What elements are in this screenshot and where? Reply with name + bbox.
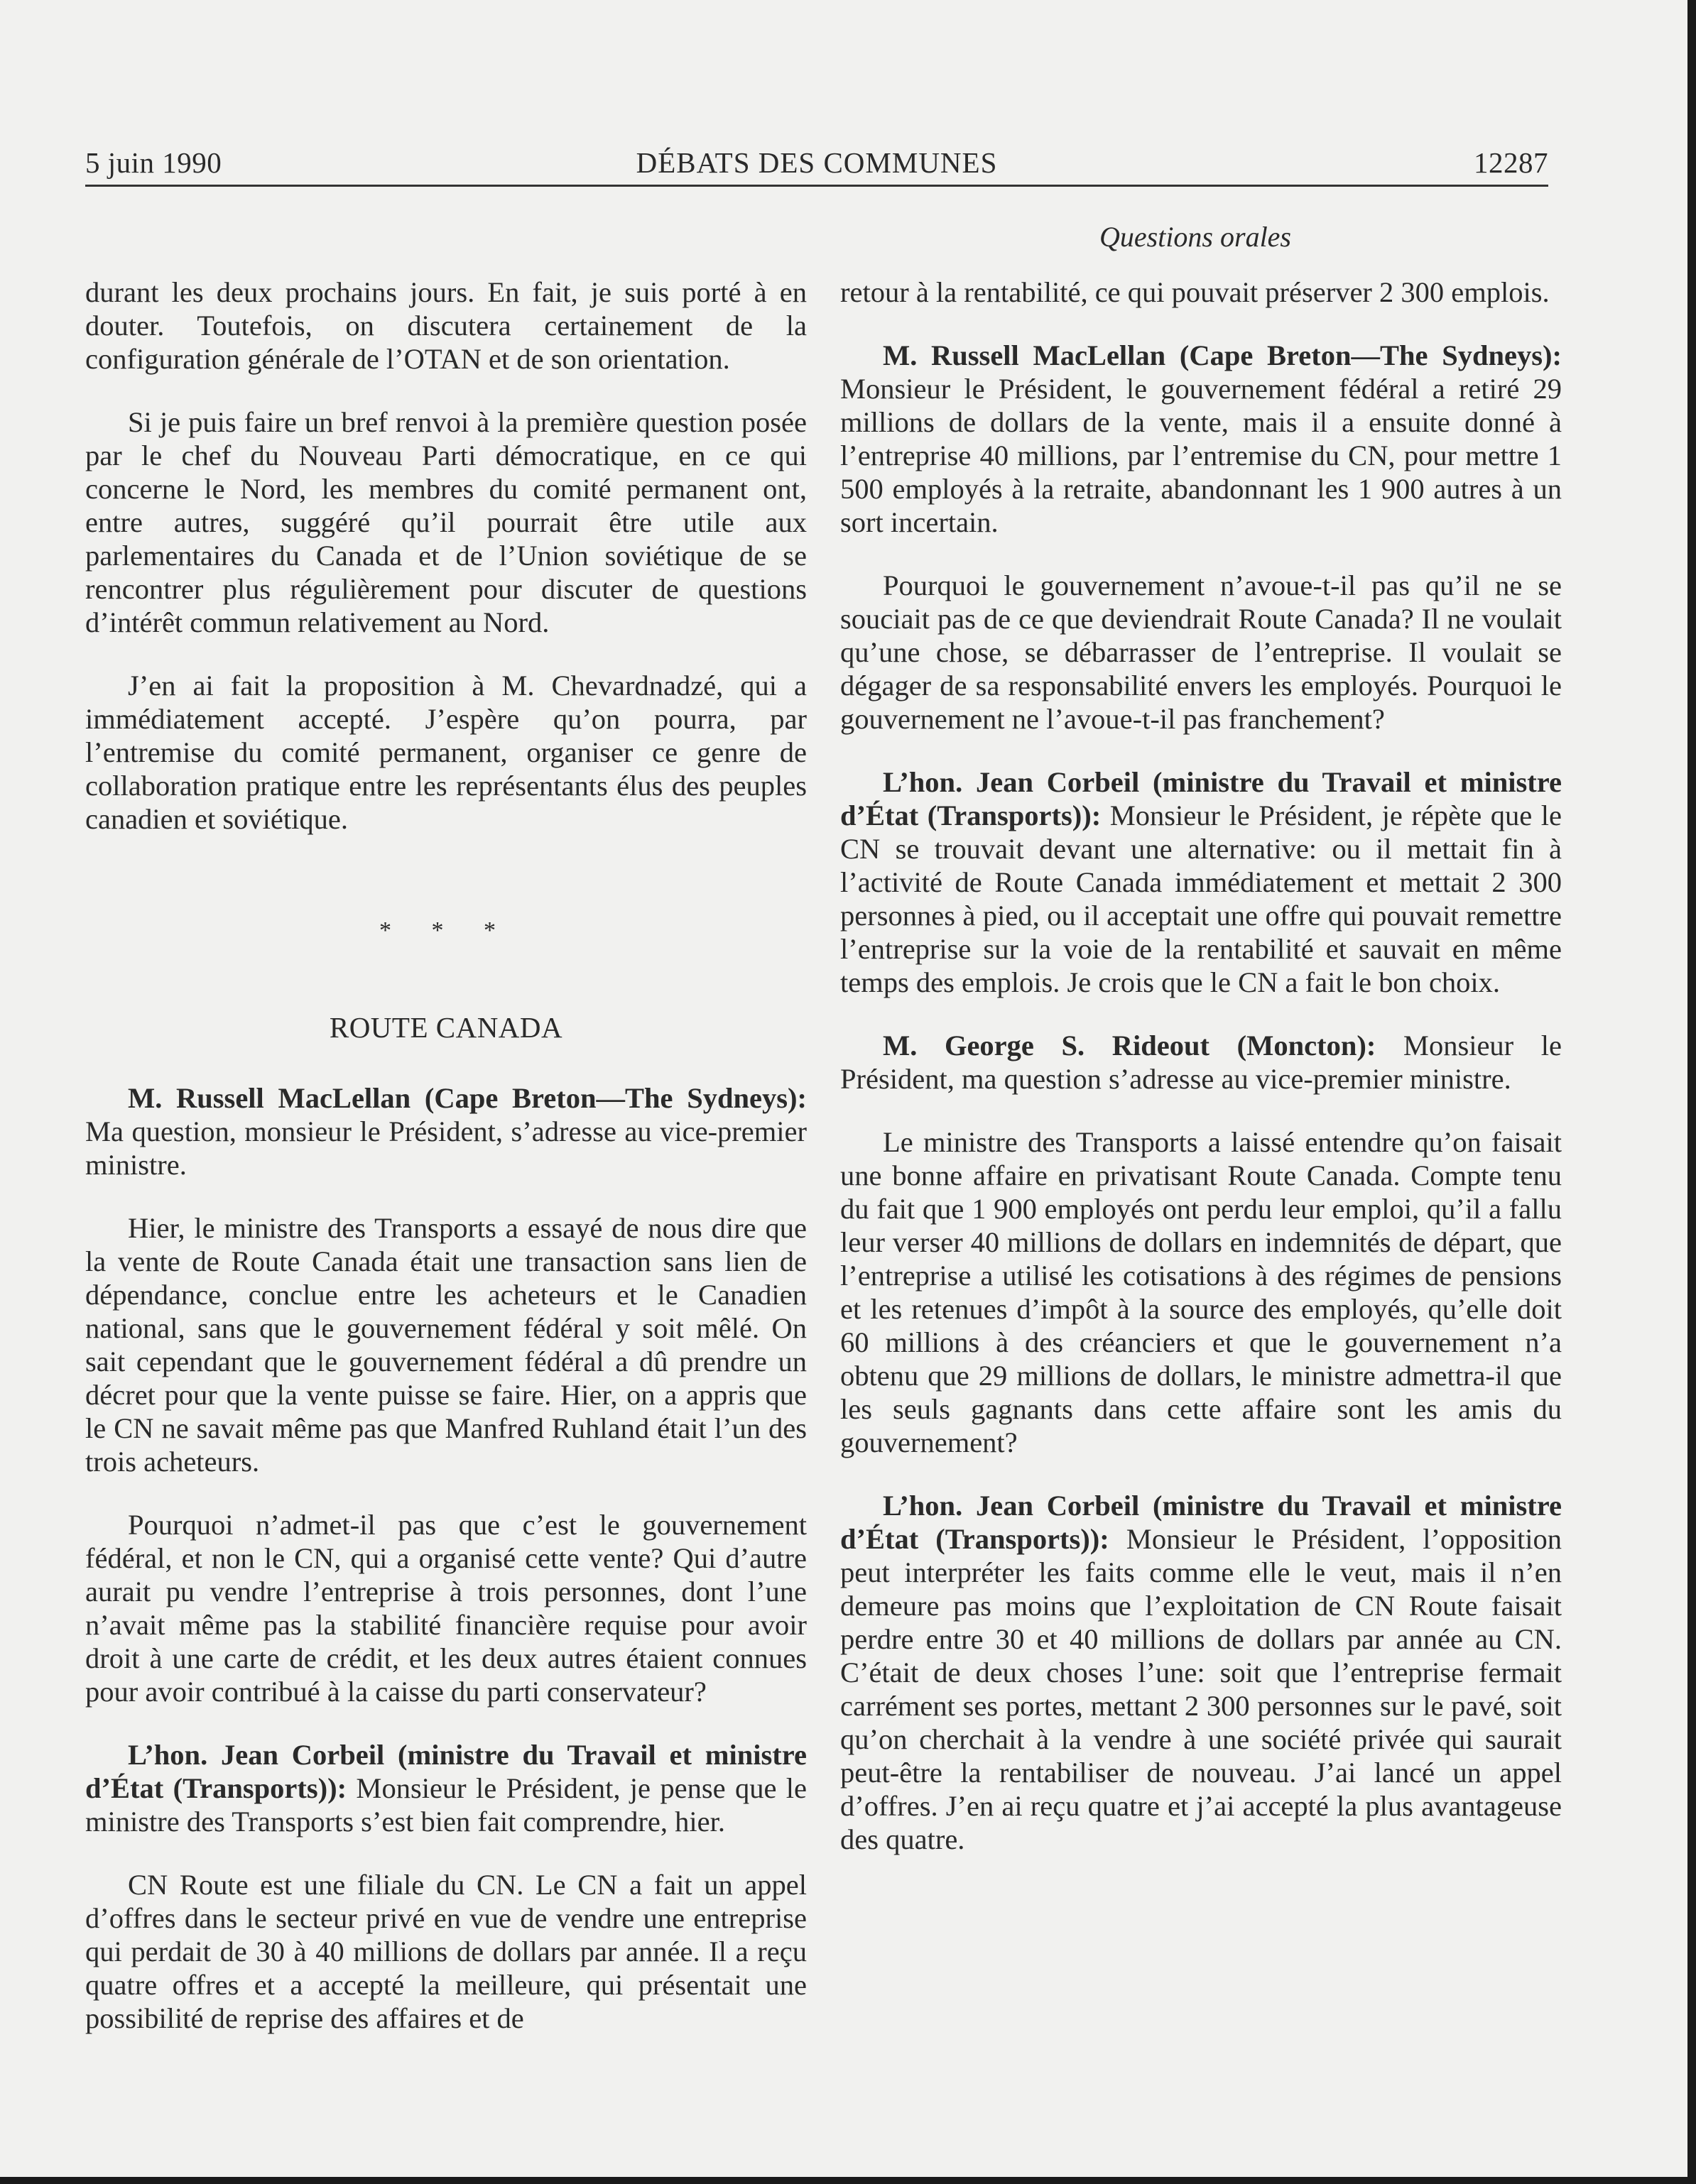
paragraph [85,1081,807,1181]
paragraph [840,765,1562,999]
paragraph: retour à la rentabilité, ce qui pouvait préserver 2 300 emplois. [840,276,1550,308]
paragraph: CN Route est une filiale du CN. Le CN a fait un appel d’offres dans le secteur privé en vue de vendre une entreprise qui perdait de 30 à 40 millions de dollars par année. Il a reçu quatre offres et a accepté la meilleure, qui présentait une possibilité de reprise des affaires et de [85,1869,807,2034]
header-page-number: 12287 [1474,146,1548,179]
speech-text: Monsieur le Président, je pense que le ministre des Transports s’est bien fait comprendre, hier. [85,1772,808,1838]
speech-text: Ma question, monsieur le Président, s’adresse au vice-premier ministre. [85,1115,807,1181]
header-rule [85,185,1548,187]
speaker-name: L’hon. Jean Corbeil (ministre du Travail et ministre d’État (Transports)): [840,1490,1562,1555]
paragraph: durant les deux prochains jours. En fait, je suis porté à en douter. Toutefois, on discutera certainement de la configuration générale de l’OTAN et de son orientation. [85,276,807,375]
speaker-name: M. George S. Rideout (Moncton): [883,1030,1376,1061]
paragraph: Pourquoi n’admet-il pas que c’est le gouvernement fédéral, et non le CN, qui a organisé cette vente? Qui d’autre aurait pu vendre l’entreprise à trois personnes, dont l’une n’avait même pas la stabilité financière requise pour avoir droit à une carte de crédit, et les deux autres étaient connues pour avoir contribué à la caisse du parti conservateur? [85,1509,807,1708]
header-date: 5 juin 1990 [85,146,222,179]
speech-text: Monsieur le Président, ma question s’adresse au vice-premier ministre. [840,1030,1562,1095]
right-column [840,275,1562,1886]
speaker-name: L’hon. Jean Corbeil (ministre du Travail et ministre d’État (Transports)): [840,766,1562,831]
section-heading: ROUTE CANADA [329,1011,563,1044]
page-edge-right [1687,0,1696,2184]
paragraph: Le ministre des Transports a laissé entendre qu’on faisait une bonne affaire en privatisant Route Canada. Compte tenu du fait que 1 900 employés ont perdu leur emploi, qu’il a fallu leur verser 40 millions de dollars en indemnités de départ, que l’entreprise a utilisé les cotisations à des régimes de pensions et les retenues d’impôt à la source des employés, qu’elle doit 60 millions à des créanciers et que le gouvernement n’a obtenu que 29 millions de dollars, le ministre admettra-il que les seuls gagnants dans cette affaire sont les amis du gouvernement? [840,1126,1562,1458]
left-column [85,275,807,2065]
speaker-name: L’hon. Jean Corbeil (ministre du Travail et ministre d’État (Transports)): [85,1739,807,1804]
speech-text: Monsieur le Président, je répète que le CN se trouvait devant une alternative: ou il mettait fin à l’activité de Route Canada immédiatement et mettait 2 300 personnes à pied, ou il acceptait une offre qui pouvait remettre l’entreprise sur la voie de la rentabilité et sauvait en même temps des emplois. Je crois que le CN a fait le bon choix. [840,799,1562,998]
paragraph: Pourquoi le gouvernement n’avoue-t-il pas qu’il ne se souciait pas de ce que deviendrait Route Canada? Il ne voulait qu’une chose, se débarrasser de l’entreprise. Il voulait se dégager de sa responsabilité envers les employés. Pourquoi le gouvernement ne l’avoue-t-il pas franchement? [840,569,1562,735]
paragraph [85,1738,807,1838]
speaker-name: M. Russell MacLellan (Cape Breton—The Sydneys): [883,339,1562,371]
speech-text: Monsieur le Président, l’opposition peut interpréter les faits comme elle le veut, mais il n’en demeure pas moins que l’exploitation de CN Route faisait perdre entre 30 et 40 millions de dollars par année au CN. C’était de deux choses l’une: soit que l’entreprise fermait carrément ses portes, mettant 2 300 personnes sur le pavé, soit qu’on cherchait à la vendre à une société privée qui saurait peut-être la rentabiliser de nouveau. J’ai lancé un appel d’offres. J’en ai reçu quatre et j’ai accepté la plus avantageuse des quatre. [840,1523,1562,1855]
paragraph: J’en ai fait la proposition à M. Chevardnadzé, qui a immédiatement accepté. J’espère qu’on pourra, par l’entremise du comité permanent, organiser ce genre de collaboration pratique entre les représentants élus des peuples canadien et soviétique. [85,670,807,835]
paragraph [840,1489,1562,1856]
paragraph [840,1029,1562,1096]
speaker-name: M. Russell MacLellan (Cape Breton—The Sydneys): [128,1082,807,1114]
paragraph [840,339,1562,539]
header-publication-title: DÉBATS DES COMMUNES [636,146,998,179]
paragraph: Hier, le ministre des Transports a essayé de nous dire que la vente de Route Canada était une transaction sans lien de dépendance, conclue entre les acheteurs et le Canadien national, sans que le gouvernement fédéral y soit mêlé. On sait cependant que le gouvernement fédéral a dû prendre un décret pour que la vente puisse se faire. Hier, on a appris que le CN ne savait même pas que Manfred Ruhland était l’un des trois acheteurs. [85,1212,807,1478]
paragraph: Si je puis faire un bref renvoi à la première question posée par le chef du Nouveau Parti démocratique, en ce qui concerne le Nord, les membres du comité permanent ont, entre autres, suggéré qu’il pourrait être utile aux parlementaires du Canada et de l’Union soviétique de se rencontrer plus régulièrement pour discuter de questions d’intérêt commun relativement au Nord. [85,406,807,638]
section-separator: * * * [379,917,513,944]
section-label: Questions orales [1099,221,1291,253]
running-header [85,146,1548,185]
speech-text: Monsieur le Président, le gouvernement fédéral a retiré 29 millions de dollars de la vente, mais il a ensuite donné à l’entreprise 40 millions, par l’entremise du CN, pour mettre 1 500 employés à la retraite, abandonnant les 1 900 autres à un sort incertain. [840,373,1562,538]
page-edge-bottom [0,2177,1696,2184]
